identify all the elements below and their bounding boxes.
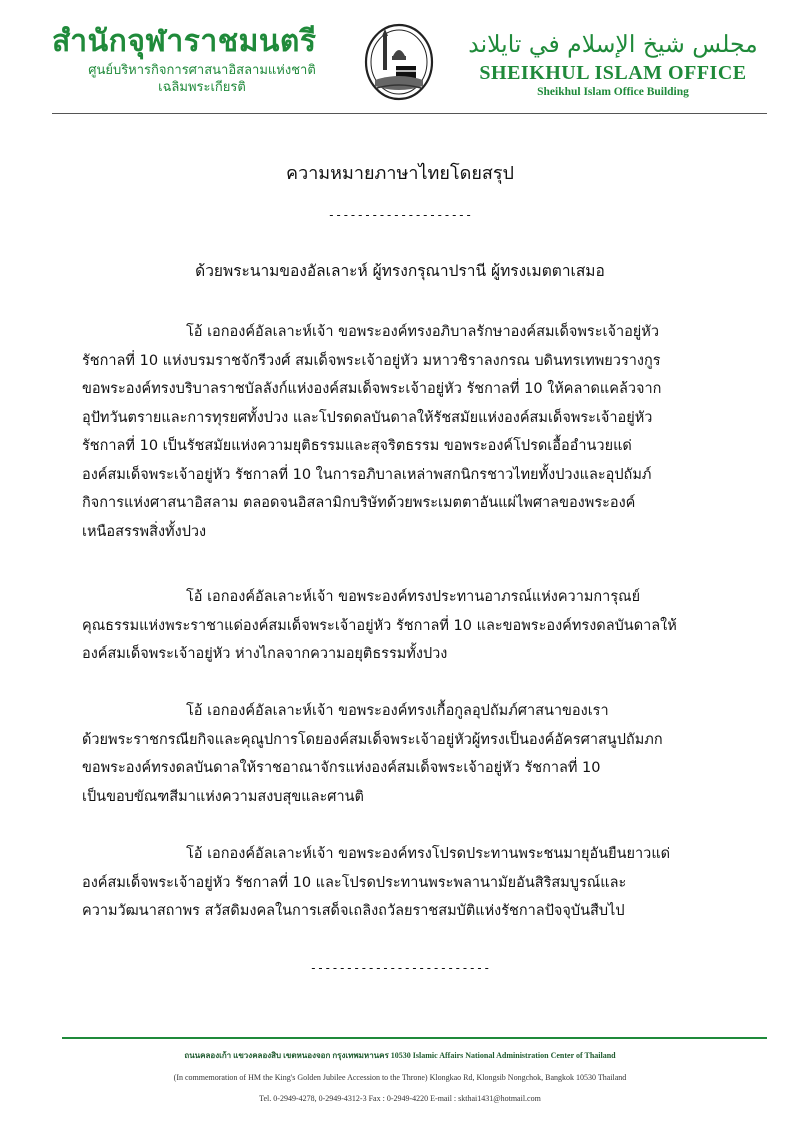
center-name-th-line1: ศูนย์บริหารกิจการศาสนาอิสลามแห่งชาติ — [88, 63, 316, 78]
office-name-th: สำนักจุฬาราชมนตรี — [52, 24, 317, 59]
invocation: ด้วยพระนามของอัลเลาะห์ ผู้ทรงกรุณาปรานี ผู้ทรงเมตตาเสมอ — [195, 262, 605, 280]
separator-top: -------------------- — [327, 208, 473, 222]
paragraph-line: โอ้ เอกองค์อัลเลาะห์เจ้า ขอพระองค์ทรงโปรดประทานพระชนมายุอันยืนยาวแด่ — [186, 846, 671, 862]
paragraph-line: ด้วยพระราชกรณียกิจและคุณูปการโดยองค์สมเด็จพระเจ้าอยู่หัวผู้ทรงเป็นองค์อัครศาสนูปถัมภก — [82, 731, 663, 748]
office-name-ar: مجلس شيخ الإسلام في تايلاند — [468, 30, 758, 58]
paragraph-line: อุปัทวันตรายและการทุรยศทั้งปวง และโปรดดลบันดาลให้รัชสมัยแห่งองค์สมเด็จพระเจ้าอยู่หัว — [82, 409, 653, 426]
letterhead-left — [52, 22, 352, 96]
paragraph-line: ขอพระองค์ทรงบริบาลราชบัลลังก์แห่งองค์สมเด็จพระเจ้าอยู่หัว รัชกาลที่ 10 ให้คลาดแคล้วจาก — [82, 381, 662, 397]
paragraph-4 — [82, 840, 742, 926]
paragraph-1 — [82, 318, 742, 546]
document-title: ความหมายภาษาไทยโดยสรุป — [286, 163, 514, 184]
paragraph-line: กิจการแห่งศาสนาอิสลาม ตลอดจนอิสลามิกบริษัทด้วยพระเมตตาอันแผ่ไพศาลของพระองค์ — [82, 495, 636, 511]
office-emblem-icon — [363, 22, 435, 102]
paragraph-line: รัชกาลที่ 10 แห่งบรมราชจักรีวงศ์ สมเด็จพระเจ้าอยู่หัว มหาวชิราลงกรณ บดินทรเทพยวรางกูร — [82, 352, 661, 369]
letterhead-divider — [52, 113, 767, 114]
paragraph-line: ความวัฒนาสถาพร สวัสดิมงคลในการเสด็จเถลิงถวัลยราชสมบัติแห่งรัชกาลปัจจุบันสืบไป — [82, 903, 625, 919]
paragraph-line: โอ้ เอกองค์อัลเลาะห์เจ้า ขอพระองค์ทรงประทานอาภรณ์แห่งความการุณย์ — [186, 589, 641, 605]
letterhead-right — [468, 26, 758, 100]
paragraph-3 — [82, 697, 742, 811]
paragraph-line: รัชกาลที่ 10 เป็นรัชสมัยแห่งความยุติธรรมและสุจริตธรรม ขอพระองค์โปรดเอื้ออำนวยแด่ — [82, 438, 632, 454]
building-name-en: Sheikhul Islam Office Building — [537, 86, 689, 98]
paragraph-line: องค์สมเด็จพระเจ้าอยู่หัว รัชกาลที่ 10 และโปรดประทานพระพลานามัยอันสิริสมบูรณ์และ — [82, 874, 627, 891]
footer-commemoration: (In commemoration of HM the King's Golden Jubilee Accession to the Throne) Klongkao Rd, Klongsib Nongchok, Bangkok 10530 Thailand — [173, 1073, 627, 1082]
paragraph-line: เป็นขอบขัณฑสีมาแห่งความสงบสุขและศานติ — [82, 788, 364, 805]
footer-divider — [62, 1037, 767, 1039]
paragraph-line: โอ้ เอกองค์อัลเลาะห์เจ้า ขอพระองค์ทรงเกื้อกูลอุปถัมภ์ศาสนาของเรา — [186, 703, 609, 719]
paragraph-line: เหนือสรรพสิ่งทั้งปวง — [82, 523, 207, 540]
paragraph-line: องค์สมเด็จพระเจ้าอยู่หัว ห่างไกลจากความอยุติธรรมทั้งปวง — [82, 646, 448, 662]
paragraph-line: องค์สมเด็จพระเจ้าอยู่หัว รัชกาลที่ 10 ในการอภิบาลเหล่าพสกนิกรชาวไทยทั้งปวงและอุปถัมภ์ — [82, 466, 652, 483]
center-name-th-line2: เฉลิมพระเกียรติ — [158, 80, 246, 95]
paragraph-2 — [82, 583, 742, 669]
office-name-en: SHEIKHUL ISLAM OFFICE — [479, 62, 747, 84]
paragraph-line: โอ้ เอกองค์อัลเลาะห์เจ้า ขอพระองค์ทรงอภิบาลรักษาองค์สมเด็จพระเจ้าอยู่หัว — [186, 324, 659, 340]
paragraph-line: คุณธรรมแห่งพระราชาแด่องค์สมเด็จพระเจ้าอยู่หัว รัชกาลที่ 10 และขอพระองค์ทรงดลบันดาลให้ — [82, 617, 677, 634]
footer-contact: Tel. 0-2949-4278, 0-2949-4312-3 Fax : 0-2949-4220 E-mail : skthai1431@hotmail.com — [259, 1094, 541, 1103]
footer-address: ถนนคลองเก้า แขวงคลองสิบ เขตหนองจอก กรุงเทพมหานคร 10530 Islamic Affairs National Administration Center of Thailand — [184, 1051, 616, 1060]
separator-bottom: ------------------------- — [309, 961, 491, 975]
paragraph-line: ขอพระองค์ทรงดลบันดาลให้ราชอาณาจักรแห่งองค์สมเด็จพระเจ้าอยู่หัว รัชกาลที่ 10 — [82, 760, 601, 776]
